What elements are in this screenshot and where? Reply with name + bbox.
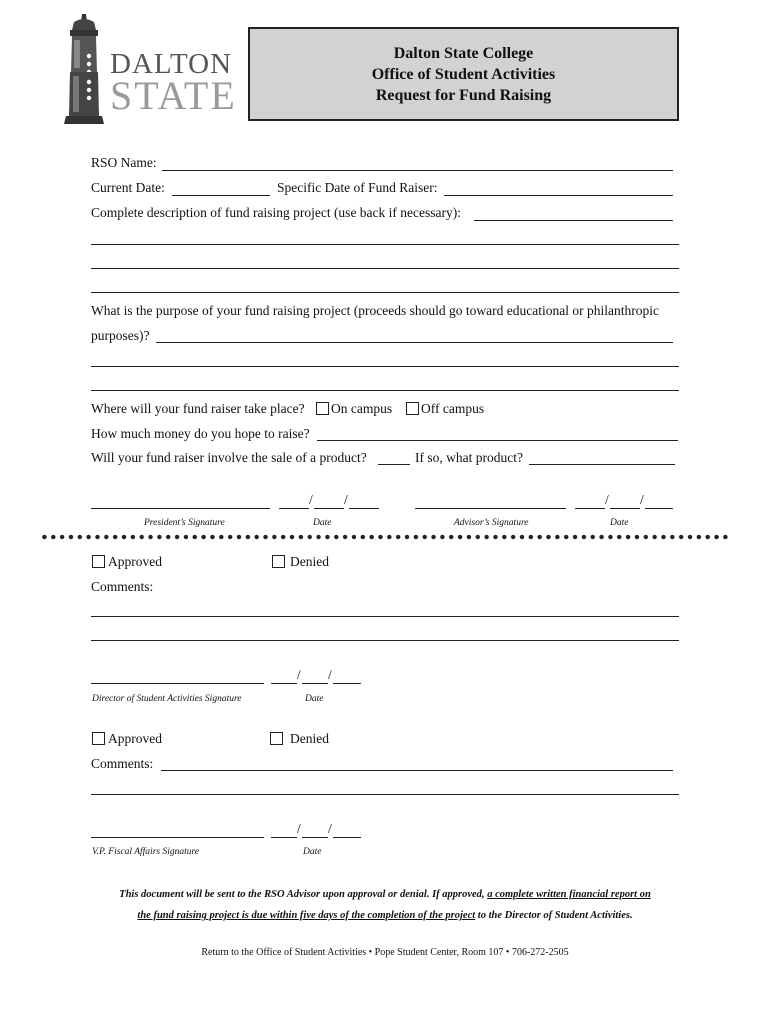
vp-date-year[interactable]	[333, 837, 361, 838]
president-signature-field[interactable]	[91, 508, 270, 509]
description-field-2[interactable]	[91, 244, 679, 245]
director-date-year[interactable]	[333, 683, 361, 684]
advisor-date-caption: Date	[610, 518, 629, 528]
notice-underlined-1: a complete written financial report on	[487, 889, 651, 900]
vp-denied-checkbox[interactable]	[270, 732, 283, 745]
office-name: Office of Student Activities	[371, 65, 556, 83]
notice-text	[60, 884, 710, 926]
clock-tower-icon	[60, 12, 110, 124]
description-field-4[interactable]	[91, 292, 679, 293]
notice-part-2: to the Director of Student Activities.	[475, 910, 633, 921]
vp-date-caption: Date	[303, 847, 322, 857]
money-label: How much money do you hope to raise?	[91, 426, 310, 441]
president-date-caption: Date	[313, 518, 332, 528]
date-slash: /	[344, 492, 348, 507]
on-campus-checkbox[interactable]	[316, 402, 329, 415]
off-campus-label: Off campus	[421, 401, 485, 416]
director-comments-field-1[interactable]	[91, 616, 679, 617]
president-date-month[interactable]	[279, 508, 309, 509]
rso-name-field[interactable]	[162, 170, 673, 171]
current-date-label: Current Date:	[91, 180, 165, 195]
director-signature-field[interactable]	[91, 683, 264, 684]
purpose-field-3[interactable]	[91, 390, 679, 391]
on-campus-label: On campus	[331, 401, 393, 416]
date-slash: /	[309, 492, 313, 507]
description-field-1[interactable]	[474, 220, 673, 221]
what-product-field[interactable]	[529, 464, 675, 465]
logo-text-dalton: DALTON	[110, 48, 233, 80]
director-comments-field-2[interactable]	[91, 640, 679, 641]
vp-comments-label: Comments:	[91, 756, 154, 771]
description-label: Complete description of fund raising project (use back if necessary):	[91, 205, 462, 220]
date-slash: /	[297, 667, 301, 682]
money-field[interactable]	[317, 440, 678, 441]
advisor-date-day[interactable]	[610, 508, 640, 509]
president-signature-caption: President’s Signature	[144, 518, 225, 528]
date-slash: /	[297, 821, 301, 836]
rso-name-label: RSO Name:	[91, 155, 157, 170]
dotted-divider	[40, 533, 730, 541]
director-denied-label: Denied	[290, 554, 329, 569]
advisor-date-year[interactable]	[645, 508, 673, 509]
vp-comments-field-2[interactable]	[91, 794, 679, 795]
president-date-day[interactable]	[314, 508, 344, 509]
director-date-caption: Date	[305, 694, 324, 704]
college-name: Dalton State College	[393, 44, 534, 62]
vp-date-day[interactable]	[302, 837, 328, 838]
vp-signature-field[interactable]	[91, 837, 264, 838]
location-label: Where will your fund raiser take place?	[91, 401, 305, 416]
purpose-label: What is the purpose of your fund raising project (proceeds should go toward educational or philanthropic	[91, 303, 659, 318]
form-title-box	[248, 27, 679, 121]
advisor-signature-field[interactable]	[415, 508, 566, 509]
date-slash: /	[605, 492, 609, 507]
off-campus-checkbox[interactable]	[406, 402, 419, 415]
current-date-field[interactable]	[172, 195, 270, 196]
footer-contact: Return to the Office of Student Activities • Pope Student Center, Room 107 • 706-272-2505	[201, 947, 569, 958]
sale-field[interactable]	[378, 464, 410, 465]
vp-comments-field-1[interactable]	[161, 770, 673, 771]
dalton-state-logo	[60, 12, 240, 124]
purpose-label-cont: purposes)?	[91, 328, 150, 343]
advisor-signature-caption: Advisor’s Signature	[454, 518, 529, 528]
purpose-field-1[interactable]	[156, 342, 673, 343]
vp-signature-caption: V.P. Fiscal Affairs Signature	[92, 847, 200, 857]
specific-date-field[interactable]	[444, 195, 673, 196]
sale-label: Will your fund raiser involve the sale of a product?	[91, 450, 367, 465]
vp-approved-checkbox[interactable]	[92, 732, 105, 745]
vp-approved-label: Approved	[108, 731, 162, 746]
purpose-field-2[interactable]	[91, 366, 679, 367]
what-product-label: If so, what product?	[415, 450, 523, 465]
date-slash: /	[328, 821, 332, 836]
director-denied-checkbox[interactable]	[272, 555, 285, 568]
director-comments-label: Comments:	[91, 579, 154, 594]
director-approved-label: Approved	[108, 554, 162, 569]
vp-denied-label: Denied	[290, 731, 329, 746]
notice-underlined-2: the fund raising project is due within five days of the completion of the project	[137, 910, 476, 921]
date-slash: /	[640, 492, 644, 507]
description-field-3[interactable]	[91, 268, 679, 269]
director-date-month[interactable]	[271, 683, 297, 684]
vp-date-month[interactable]	[271, 837, 297, 838]
director-signature-caption: Director of Student Activities Signature	[92, 694, 242, 704]
date-slash: /	[328, 667, 332, 682]
director-date-day[interactable]	[302, 683, 328, 684]
logo-text-state: STATE	[110, 73, 237, 118]
director-approved-checkbox[interactable]	[92, 555, 105, 568]
form-title: Request for Fund Raising	[375, 86, 552, 104]
advisor-date-month[interactable]	[575, 508, 605, 509]
notice-part-1: This document will be sent to the RSO Advisor upon approval or denial. If approved,	[119, 889, 488, 900]
president-date-year[interactable]	[349, 508, 379, 509]
specific-date-label: Specific Date of Fund Raiser:	[277, 180, 438, 195]
